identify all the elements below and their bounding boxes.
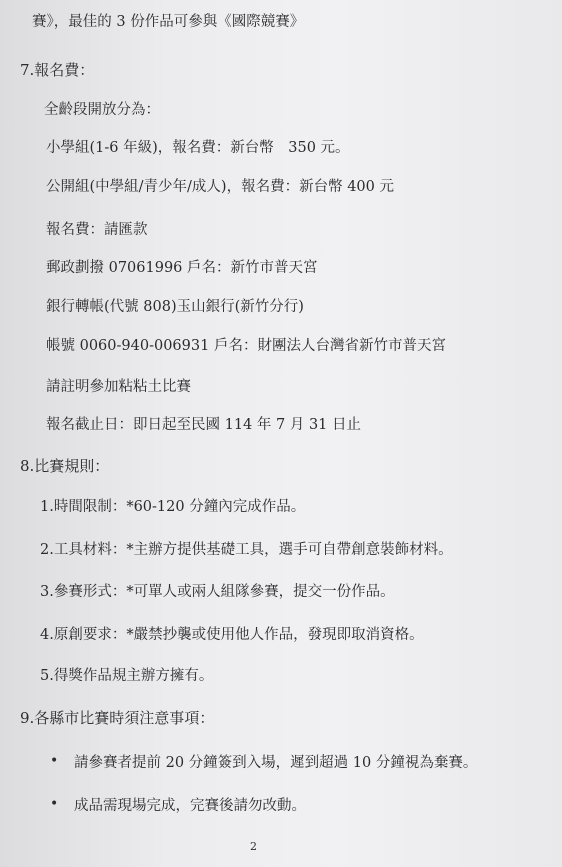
continuation-line: 賽》，最佳的 3 份作品可參與《國際競賽》 xyxy=(32,14,305,30)
notice-2: 成品需現場完成，完賽後請勿改動。 xyxy=(74,798,306,814)
open-group-fee: 公開組(中學組/青少年/成人)，報名費：新台幣 400 元 xyxy=(46,179,394,195)
bullet-marker: • xyxy=(50,796,59,812)
section-7-heading: 7.報名費： xyxy=(20,61,95,79)
rule-5: 5.得獎作品規主辦方擁有。 xyxy=(40,668,214,684)
rule-1: 1.時間限制：*60-120 分鐘內完成作品。 xyxy=(40,499,306,515)
bank-transfer: 銀行轉帳(代號 808)玉山銀行(新竹分行) xyxy=(46,299,304,315)
rule-3: 3.參賽形式：*可單人或兩人組隊參賽，提交一份作品。 xyxy=(40,584,395,600)
fee-payment-note: 報名費：請匯款 xyxy=(46,222,148,238)
section-9-heading: 9.各縣市比賽時須注意事項： xyxy=(20,709,215,727)
bullet-marker: • xyxy=(50,753,59,769)
remark-note: 請註明參加粘粘土比賽 xyxy=(46,379,191,395)
deadline: 報名截止日：即日起至民國 114 年 7 月 31 日止 xyxy=(46,417,362,433)
postal-transfer: 郵政劃撥 07061996 戶名：新竹市普天宮 xyxy=(46,260,318,276)
age-groups-intro: 全齡段開放分為： xyxy=(44,102,160,118)
page-number: 2 xyxy=(250,840,257,853)
rule-4: 4.原創要求：*嚴禁抄襲或使用他人作品，發現即取消資格。 xyxy=(40,627,424,643)
section-8-heading: 8.比賽規則： xyxy=(20,457,110,475)
rule-2: 2.工具材料：*主辦方提供基礎工具，選手可自帶創意裝飾材料。 xyxy=(40,542,453,558)
account-number: 帳號 0060-940-006931 戶名：財團法人台灣省新竹市普天宮 xyxy=(46,338,446,354)
notice-1: 請參賽者提前 20 分鐘簽到入場，遲到超過 10 分鐘視為棄賽。 xyxy=(74,755,478,771)
elementary-fee: 小學組(1-6 年級)，報名費：新台幣 350 元。 xyxy=(46,140,350,156)
